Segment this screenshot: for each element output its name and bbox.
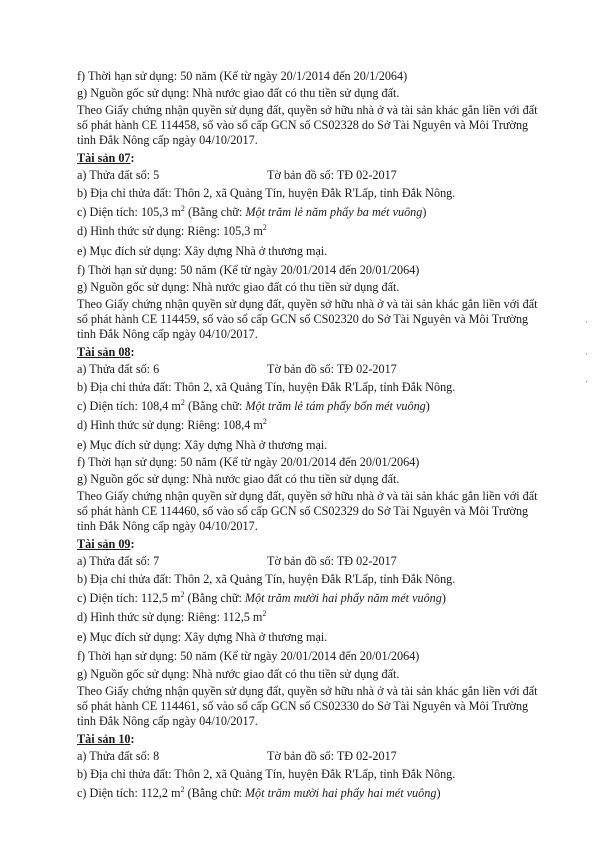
asset-07-certificate-2: số phát hành CE 114459, số vào sổ cấp GCN số CS02320 do Sở Tài Nguyên và Môi Trường <box>77 312 529 326</box>
asset-07-term: f) Thời hạn sử dụng: 50 năm (Kể từ ngày 20/01/2014 đến 20/01/2064) <box>77 263 420 277</box>
scan-mark: · <box>585 350 588 360</box>
asset-10-parcel: a) Thửa đất số: 8 Tờ bản đồ số: TĐ 02-2017 <box>77 749 397 763</box>
asset-09-purpose: e) Mục đích sử dụng: Xây dựng Nhà ở thương mại. <box>77 630 328 644</box>
asset-07-area: c) Diện tích: 105,3 $m^2$ (Bằng chữ: Một trăm lẻ năm phẩy ba mét vuông) <box>77 203 427 219</box>
asset-08-parcel: a) Thửa đất số: 6 Tờ bản đồ số: TĐ 02-2017 <box>77 362 397 376</box>
asset-09-certificate-3: tỉnh Đắk Nông cấp ngày 04/10/2017. <box>77 714 258 728</box>
asset-08-heading: Tài sản 08: <box>77 345 135 359</box>
asset-09-certificate-2: số phát hành CE 114461, số vào sổ cấp GCN số CS02330 do Sở Tài Nguyên và Môi Trường <box>77 699 529 713</box>
asset-09-origin: g) Nguồn gốc sử dụng: Nhà nước giao đất có thu tiền sử dụng đất. <box>77 667 400 681</box>
asset-07-heading: Tài sản 07: <box>77 151 135 165</box>
asset-07-certificate-1: Theo Giấy chứng nhận quyền sử dụng đất, quyền sở hữu nhà ở và tài sản khác gắn liền với đất <box>77 297 538 311</box>
asset-09-parcel: a) Thửa đất số: 7 Tờ bản đồ số: TĐ 02-2017 <box>77 554 397 568</box>
asset-10-area: c) Diện tích: 112,2 $m^2$ (Bằng chữ: Một trăm mười hai phẩy hai mét vuông) <box>77 784 441 800</box>
asset-07-purpose: e) Mục đích sử dụng: Xây dựng Nhà ở thương mại. <box>77 244 328 258</box>
asset-08-certificate-1: Theo Giấy chứng nhận quyền sử dụng đất, quyền sở hữu nhà ở và tài sản khác gắn liền với đất <box>77 489 538 503</box>
asset-07-address: b) Địa chỉ thửa đất: Thôn 2, xã Quảng Tín, huyện Đắk R'Lấp, tỉnh Đắk Nông. <box>77 186 456 200</box>
asset-09-term: f) Thời hạn sử dụng: 50 năm (Kể từ ngày 20/01/2014 đến 20/01/2064) <box>77 649 420 663</box>
asset-08-term: f) Thời hạn sử dụng: 50 năm (Kể từ ngày 20/01/2014 đến 20/01/2064) <box>77 455 420 469</box>
asset-07-certificate-3: tỉnh Đắk Nông cấp ngày 04/10/2017. <box>77 327 258 341</box>
asset-08-certificate-3: tỉnh Đắk Nông cấp ngày 04/10/2017. <box>77 519 258 533</box>
asset-07-origin: g) Nguồn gốc sử dụng: Nhà nước giao đất có thu tiền sử dụng đất. <box>77 280 400 294</box>
asset-08-purpose: e) Mục đích sử dụng: Xây dựng Nhà ở thương mại. <box>77 438 328 452</box>
asset-08-origin: g) Nguồn gốc sử dụng: Nhà nước giao đất có thu tiền sử dụng đất. <box>77 472 400 486</box>
prev-origin-line: g) Nguồn gốc sử dụng: Nhà nước giao đất có thu tiền sử dụng đất. <box>77 86 400 100</box>
asset-09-certificate-1: Theo Giấy chứng nhận quyền sử dụng đất, quyền sở hữu nhà ở và tài sản khác gắn liền với đất <box>77 684 538 698</box>
scan-mark: · <box>585 318 588 328</box>
asset-08-address: b) Địa chỉ thửa đất: Thôn 2, xã Quảng Tín, huyện Đắk R'Lấp, tỉnh Đắk Nông. <box>77 380 456 394</box>
asset-10-address: b) Địa chỉ thửa đất: Thôn 2, xã Quảng Tín, huyện Đắk R'Lấp, tỉnh Đắk Nông. <box>77 767 456 781</box>
prev-certificate-line-3: tỉnh Đắk Nông cấp ngày 04/10/2017. <box>77 133 258 147</box>
asset-07-usage-form: d) Hình thức sử dụng: Riêng: 105,3 $m^2$ <box>77 222 267 238</box>
prev-certificate-line-2: số phát hành CE 114458, số vào sổ cấp GCN số CS02328 do Sở Tài Nguyên và Môi Trường <box>77 118 529 132</box>
asset-09-usage-form: d) Hình thức sử dụng: Riêng: 112,5 $m^2$ <box>77 608 267 624</box>
prev-term-line: f) Thời hạn sử dụng: 50 năm (Kể từ ngày 20/1/2014 đến 20/1/2064) <box>77 69 408 83</box>
asset-09-heading: Tài sản 09: <box>77 537 135 551</box>
scan-mark: · <box>585 378 588 388</box>
asset-08-area: c) Diện tích: 108,4 $m^2$ (Bằng chữ: Một trăm lẻ tám phẩy bốn mét vuông) <box>77 397 430 413</box>
asset-08-certificate-2: số phát hành CE 114460, số vào sổ cấp GCN số CS02329 do Sở Tài Nguyên và Môi Trường <box>77 504 529 518</box>
asset-09-area: c) Diện tích: 112,5 $m^2$ (Bằng chữ: Một trăm mười hai phẩy năm mét vuông) <box>77 589 446 605</box>
asset-09-address: b) Địa chỉ thửa đất: Thôn 2, xã Quảng Tín, huyện Đắk R'Lấp, tỉnh Đắk Nông. <box>77 572 456 586</box>
asset-10-heading: Tài sản 10: <box>77 732 135 746</box>
asset-07-parcel: a) Thửa đất số: 5 Tờ bản đồ số: TĐ 02-2017 <box>77 168 397 182</box>
asset-08-usage-form: d) Hình thức sử dụng: Riêng: 108,4 $m^2$ <box>77 416 267 432</box>
prev-certificate-line-1: Theo Giấy chứng nhận quyền sử dụng đất, quyền sở hữu nhà ở và tài sản khác gắn liền với đất <box>77 103 538 117</box>
